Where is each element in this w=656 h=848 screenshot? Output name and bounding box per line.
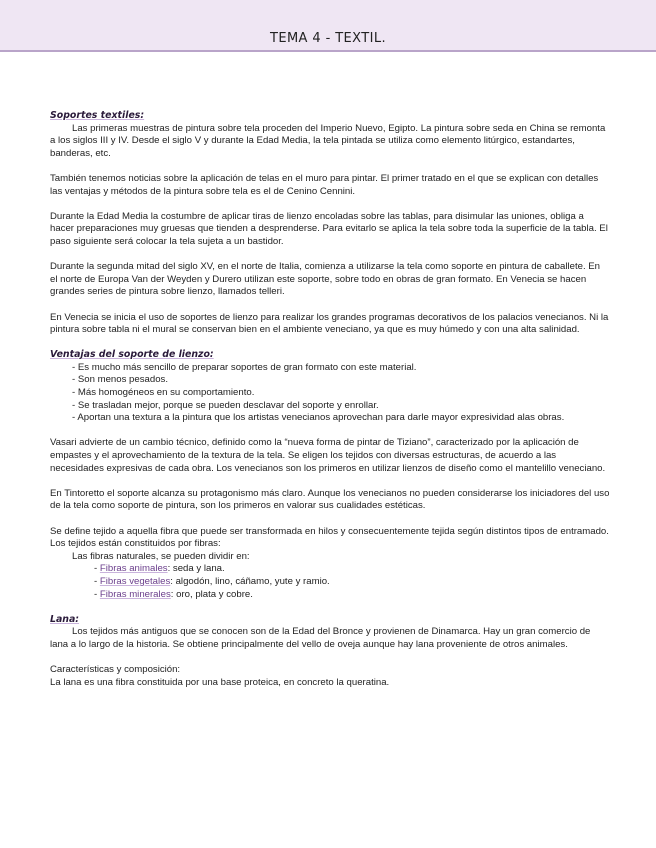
list-item: - Es mucho más sencillo de preparar soportes de gran formato con este material. xyxy=(72,361,417,373)
list-item: - Más homogéneos en su comportamiento. xyxy=(72,387,255,399)
paragraph: También tenemos noticias sobre la aplicación de telas en el muro para pintar. El primer tratado en el que se explican con detalles las ventajas y métodos de la pintura sobre tela es el de Cenino Cennini. xyxy=(50,172,599,197)
page-title: TEMA 4 - TEXTIL. xyxy=(269,31,386,46)
paragraph: Se define tejido a aquella fibra que puede ser transformada en hilos y consecuentemente tejida según distintos tipos de entramado. Los tejidos están constituidos por fibras: xyxy=(50,525,609,550)
paragraph: Los tejidos más antiguos que se conocen son de la Edad del Bronce y provienen de Dinamarca. Hay un gran comercio de lana a lo largo de la historia. Se obtiene principalmente del vello de oveja aunque hay lana proveniente de otros animales. xyxy=(50,626,591,650)
paragraph: En Venecia se inicia el uso de soportes de lienzo para realizar los grandes programas decorativos de los palacios venecianos. Ni la pintura sobre tabla ni el mural se conservan bien en el ambiente veneciano, ya que es muy húmedo y con una alta salinidad. xyxy=(50,311,609,336)
fiber-name: Fibras vegetales xyxy=(99,575,171,587)
section-title-lana: Lana: xyxy=(50,613,80,625)
list-item: - Fibras minerales: oro, plata y cobre. xyxy=(94,588,253,600)
list-item: - Son menos pesados. xyxy=(72,374,168,386)
paragraph: Durante la Edad Media la costumbre de aplicar tiras de lienzo encoladas sobre las tablas, para disimular las uniones, obliga a hacer preparaciones muy gruesas que tienden a desprenderse. Para evitarlo se aplica la tela sobre toda la superficie de la tabla. El paso siguiente será colocar la tela sujeta a un bastidor. xyxy=(50,210,608,247)
paragraph: Las primeras muestras de pintura sobre tela proceden del Imperio Nuevo, Egipto. La pintura sobre seda en China se remonta a los siglos III y IV. Desde el siglo V y durante la Edad Media, la tela pintada se utiliza como elemento litúrgico, estandartes, banderas, etc. xyxy=(50,122,606,159)
fibers-list xyxy=(50,563,610,601)
fiber-name: Fibras minerales xyxy=(99,588,171,600)
list-item: - Se trasladan mejor, porque se pueden desclavar del soporte y enrollar. xyxy=(72,399,379,411)
section-title-ventajas: Ventajas del soporte de lienzo: xyxy=(50,349,214,361)
paragraph: Vasari advierte de un cambio técnico, definido como la “nueva forma de pintar de Tiziano”, caracterizado por la aplicación de empastes y el aprovechamiento de la textura de la tela. Se eligen los tejidos con diversas estructuras, de acuerdo a las necesidades expresivas de cada obra. Los venecianos son los primeros en utilizar lienzos de diseño como el mantelillo veneciano. xyxy=(50,437,606,474)
paragraph: Durante la segunda mitad del siglo XV, en el norte de Italia, comienza a utilizarse la tela como soporte en pintura de caballete. En el norte de Europa Van der Weyden y Durero utilizan este soporte, sobre todo en obras de gran formato. En Venecia se hacen grandes series de pintura sobre lienzo, llamados telleri. xyxy=(50,261,601,298)
paragraph: La lana es una fibra constituida por una base proteica, en concreto la queratina. xyxy=(50,676,390,688)
list-item-text: - Aportan una textura a la pintura que los artistas venecianos aprovechan para darle mayor expresividad alas obras. xyxy=(72,412,565,424)
paragraph: Las fibras naturales, se pueden dividir en: xyxy=(72,550,250,562)
ventajas-list xyxy=(50,362,610,412)
fiber-desc: : algodón, lino, cáñamo, yute y ramio. xyxy=(170,575,330,587)
document-body xyxy=(50,110,610,689)
fiber-name: Fibras animales xyxy=(99,563,168,575)
fiber-desc: : oro, plata y cobre. xyxy=(170,588,253,600)
subheading: Características y composición: xyxy=(50,664,181,676)
list-item xyxy=(50,412,610,425)
section-title-soportes: Soportes textiles: xyxy=(50,110,145,121)
list-item: - Fibras animales: seda y lana. xyxy=(94,563,225,575)
fiber-desc: : seda y lana. xyxy=(167,563,225,575)
paragraph: En Tintoretto el soporte alcanza su protagonismo más claro. Aunque los venecianos no pueden considerarse los iniciadores del uso de la tela como soporte de pintura, son los primeros en valorar sus cualidades estéticas. xyxy=(50,487,610,512)
list-item: - Fibras vegetales: algodón, lino, cáñamo, yute y ramio. xyxy=(94,575,330,587)
page-header xyxy=(0,0,656,52)
